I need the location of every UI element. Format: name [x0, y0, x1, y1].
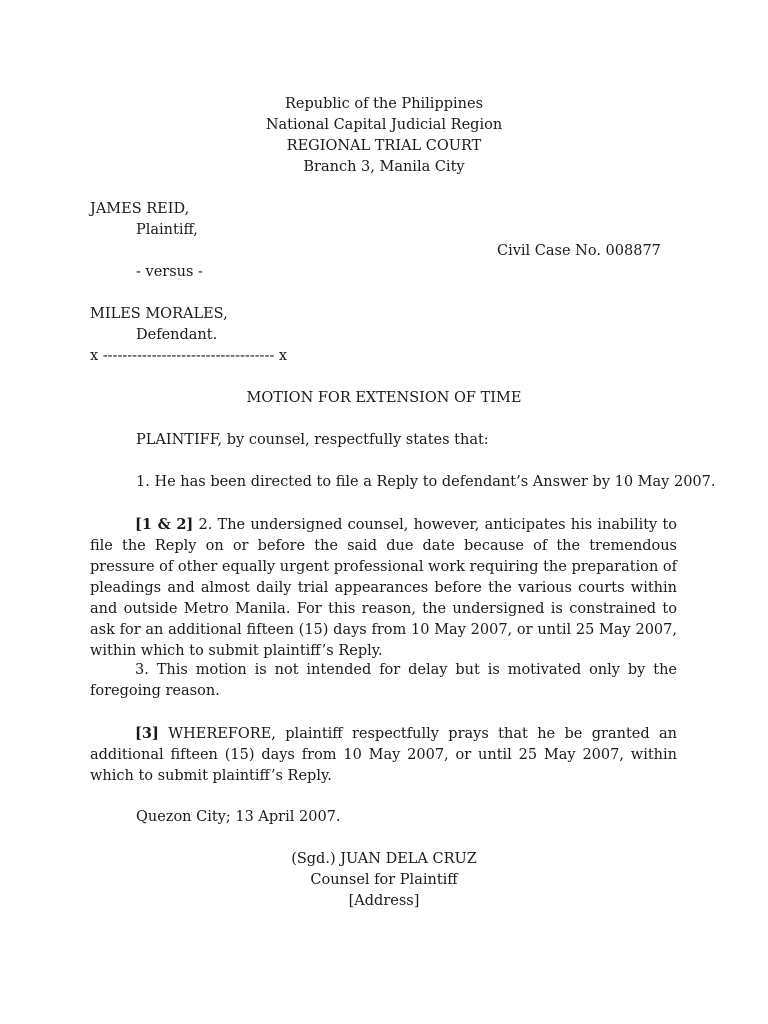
paragraph-4: [90, 723, 677, 787]
court-branch: Branch 3, Manila City: [303, 159, 465, 175]
court-republic: Republic of the Philippines: [284, 96, 484, 112]
plaintiff-role: Plaintiff,: [136, 222, 198, 238]
signature-role: Counsel for Plaintiff: [310, 872, 458, 888]
versus-label: - versus -: [136, 264, 203, 280]
case-number: Civil Case No. 008877: [497, 243, 661, 259]
intro-paragraph: PLAINTIFF, by counsel, respectfully states that:: [136, 432, 489, 448]
paragraph-3: 3. This motion is not intended for delay but is motivated only by the foregoing reason.: [90, 662, 677, 699]
plaintiff-name: JAMES REID,: [90, 201, 190, 217]
court-name: REGIONAL TRIAL COURT: [286, 138, 482, 154]
defendant-role: Defendant.: [136, 327, 218, 343]
place-date: Quezon City; 13 April 2007.: [136, 809, 341, 825]
signature-address: [Address]: [348, 893, 420, 909]
defendant-name: MILES MORALES,: [90, 306, 228, 322]
paragraph-4-text: WHEREFORE, plaintiff respectfully prays that he be granted an additional fifteen (15) days from 10 May 2007, or until 25 May 2007, within which to submit plaintiff’s Reply.: [90, 726, 677, 784]
document-title: MOTION FOR EXTENSION OF TIME: [246, 390, 522, 406]
paragraph-2: [90, 514, 677, 662]
caption-separator: x ----------------------------------- x: [90, 348, 288, 364]
paragraph-4-marker: [3]: [135, 725, 159, 742]
court-region: National Capital Judicial Region: [265, 117, 503, 133]
signature-name: (Sgd.) JUAN DELA CRUZ: [291, 851, 477, 867]
paragraph-2-text: 2. The undersigned counsel, however, anticipates his inability to file the Reply on or before the said due date because of the tremendous pressure of other equally urgent professional work requiring the preparation of pleadings and almost daily trial appearances before the various courts within and outside Metro Manila. For this reason, the undersigned is constrained to ask for an additional fifteen (15) days from 10 May 2007, or until 25 May 2007, within which to submit plaintiff’s Reply.: [90, 517, 678, 659]
paragraph-1: 1. He has been directed to file a Reply to defendant’s Answer by 10 May 2007.: [136, 474, 716, 490]
paragraph-2-marker: [1 & 2]: [135, 516, 194, 533]
